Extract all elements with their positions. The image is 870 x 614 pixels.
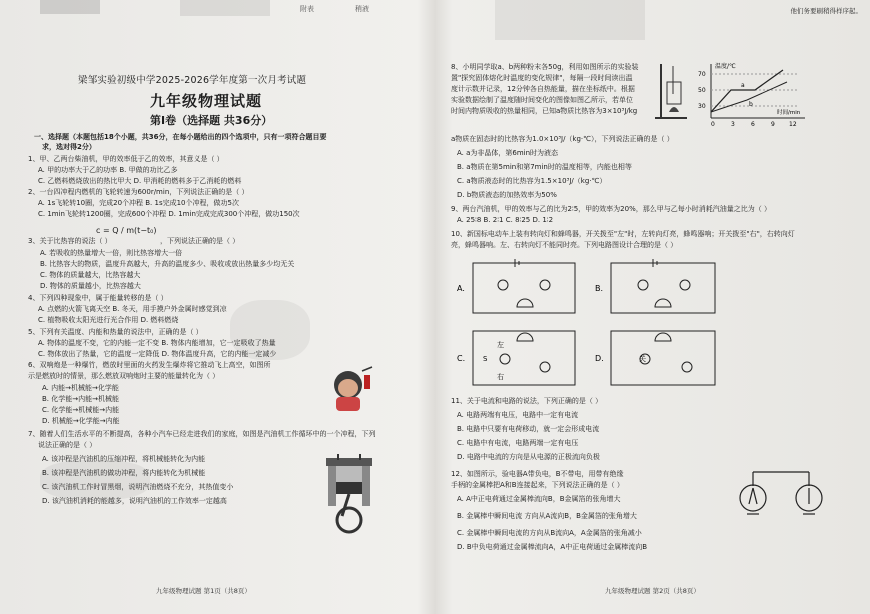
question-6-cont: 示是燃放时的情景，那么燃放双响炮时主要的能量转化为（ ） (28, 372, 220, 380)
q8-option-b: B. a物质在第5min和第7min时的温度相等，内能也相等 (457, 163, 632, 171)
school-line: 梁邹实验初级中学2025-2026学年度第一次月考试题 (78, 75, 307, 86)
top-figure-bleed (495, 0, 645, 40)
question-12-cont: 手柄的金属棒把A和B连接起来，下列说法正确的是（ ） (451, 481, 624, 489)
off-switch-label: 关 (639, 355, 646, 363)
q8-option-a: A. a为非晶体，第6min时为液态 (457, 149, 559, 157)
q11-option-a: A. 电路两端有电压，电路中一定有电流 (457, 411, 579, 419)
q6-option-c: C. 化学能→机械能→内能 (42, 406, 120, 414)
top-strip-shadow (40, 0, 100, 14)
question-10-cont: 亮，蜂鸣器响。左、右转向灯不能同时亮。下列电路图设计合理的是（ ） (451, 241, 678, 249)
exam-page-1 (0, 0, 430, 614)
question-2: 2、一台四冲程内燃机的飞轮转速为600r/min，下列说法正确的是（ ） (28, 188, 249, 196)
q12-option-d: D. B中负电荷通过金属棒流向A，A中正电荷通过金属棒流向B (457, 543, 648, 551)
option-d-label: D. (595, 354, 604, 363)
q4-options-ab: A. 点燃的火箭飞离天空 B. 冬天，用手摸户外金属时感觉到凉 (38, 305, 227, 313)
q9-options: A. 25∶8 B. 2∶1 C. 8∶25 D. 1∶2 (457, 216, 554, 224)
instructions-line-2: 求，选对得2分） (42, 143, 96, 151)
switch-s-label: S (483, 355, 488, 363)
q6-option-d: D. 机械能→化学能→内能 (42, 417, 120, 425)
top-strip-text-2: 稍液 (355, 5, 369, 13)
q6-option-a: A. 内能→机械能→化学能 (42, 384, 119, 392)
exam-page-2 (435, 0, 870, 614)
x-axis-label: 时间/min (777, 110, 801, 116)
question-7-cont: 说法正确的是（ ） (38, 441, 97, 449)
heating-apparatus-figure (653, 60, 691, 122)
q8-option-c: C. a物质液态时的比热容为1.5×10³J/（kg·℃） (457, 177, 607, 185)
option-b-label: B. (595, 284, 604, 293)
q12-option-b: B. 金属棒中瞬间电流 方向从A流向B，B金属箔的张角增大 (457, 512, 637, 520)
question-7: 7、随着人们生活水平的不断提高，各种小汽车已经走进我们的家庭，如图是汽油机工作循环中的一个冲程，下列 (28, 430, 376, 438)
q3-option-b: B. 比热容大的物质，温度升高越大，升高的温度多少、吸收或放出热量多少均无关 (40, 260, 295, 268)
top-right-note: 他们务要刷稍得样序起。 (790, 7, 862, 15)
q3-option-d: D. 物体的质量越小，比热容越大 (40, 282, 141, 290)
q4-options-cd: C. 植物吸收太阳光进行光合作用 D. 燃料燃烧 (38, 316, 179, 324)
question-8-line-3: 度计示数并记录，12分钟各自热能量，描在坐标纸中。根据 (451, 85, 635, 93)
exam-title: 九年级物理试题 (150, 92, 263, 110)
question-8-line-4: 实验数据绘制了温度随时间变化的图像如图乙所示，若单位 (451, 96, 633, 104)
question-8: 8、小明同学取a、b两种粉末各50g，利用如图所示的实验装 (451, 63, 639, 71)
q2-options-ab: A. 1s飞轮转10圈，完成20个冲程 B. 1s完成10个冲程，做功5次 (38, 199, 239, 207)
question-4: 4、下列四种现象中，属于能量转移的是（ ） (28, 294, 168, 302)
q3-option-a: A. 若吸收的热量增大一倍，则比热容增大一倍 (40, 249, 183, 257)
series-a-label: a (741, 82, 745, 89)
temperature-time-graph (697, 60, 815, 128)
q8-stem: a物质在固态时的比热容为1.0×10³J/（kg·℃），下列说法正确的是（ ） (451, 135, 674, 143)
question-9: 9、两台汽油机，甲的效率与乙的比为2∶5，甲的效率为20%，那么甲与乙每小时消耗汽油量之比为（ ） (451, 205, 771, 213)
q5-options-cd: C. 物体放出了热量，它的温度一定降低 D. 物体温度升高，它的内能一定减少 (38, 350, 277, 358)
page-2-footer: 九年级物理试题 第2页（共8页） (605, 587, 700, 595)
option-c-label: C. (457, 354, 466, 363)
x-tick-6: 6 (751, 121, 755, 128)
question-11: 11、关于电流和电路的说法，下列正确的是（ ） (451, 397, 603, 405)
q12-option-a: A. A中正电荷通过金属棒流向B，B金属箔的张角增大 (457, 495, 621, 503)
question-12: 12、如图所示，验电器A带负电，B不带电，用带有绝缘 (451, 470, 624, 478)
q5-options-ab: A. 物体的温度不变，它的内能一定不变 B. 物体内能增加，它一定吸收了热量 (38, 339, 276, 347)
electroscope-figure (731, 468, 831, 524)
question-10: 10、新国标电动车上装有转向灯和蜂鸣器，开关拨至"左"时，左转向灯亮，蜂鸣器响；开关拨至"右"，右转向灯 (451, 230, 795, 238)
q1-options-ab: A. 甲的功率大于乙的功率 B. 甲做的功比乙多 (38, 166, 178, 174)
q3-option-c: C. 物体的质量越大，比热容越大 (40, 271, 141, 279)
q7-option-c: C. 该汽油机工作时冒黑烟，说明汽油燃烧不充分，其热值变小 (42, 483, 234, 491)
q7-option-a: A. 该冲程是汽油机的压缩冲程，将机械能转化为内能 (42, 455, 206, 463)
option-a-label: A. (457, 284, 465, 293)
y-tick-30: 30 (698, 103, 706, 110)
instructions-line-1: 一、选择题（本题包括18个小题，共36分，在每小题给出的四个选项中，只有一项符合题目要 (34, 133, 327, 141)
y-tick-70: 70 (698, 71, 706, 78)
q1-options-cd: C. 乙燃料燃烧放出的热比甲大 D. 甲消耗的燃料多于乙消耗的燃料 (38, 177, 242, 185)
q8-option-d: D. b物质液态的加热效率为50% (457, 191, 557, 199)
q3-formula-note: ，下列说法正确的是（ ） (160, 237, 240, 245)
turn-signal-circuit-options (455, 255, 737, 395)
q11-option-c: C. 电路中有电流，电路两端一定有电压 (457, 439, 579, 447)
x-tick-12: 12 (789, 121, 797, 128)
top-strip-text-1: 附表 (300, 5, 314, 13)
question-3: 3、关于比热容的说法（ ） (28, 237, 112, 245)
x-tick-0: 0 (711, 121, 715, 128)
section-heading: 第Ⅰ卷（选择题 共36分） (150, 114, 273, 127)
y-tick-50: 50 (698, 87, 706, 94)
y-axis-label: 温度/℃ (715, 63, 736, 70)
question-8-line-5: 时间内物质吸收的热量相同，已知a物质比热容为3×10³J/kg (451, 107, 638, 115)
q7-option-d: D. 该汽油机消耗的能越多，说明汽油机的工作效率一定越高 (42, 497, 227, 505)
specific-heat-formula: c = Q / m(t−t₀) (96, 226, 157, 235)
question-5: 5、下列有关温度、内能和热量的说法中，正确的是（ ） (28, 328, 203, 336)
question-1: 1、甲、乙两台柴油机，甲的效率低于乙的效率，其意义是（ ） (28, 155, 224, 163)
left-switch-label: 左 (497, 341, 504, 349)
q11-option-b: B. 电路中只要有电荷移动，就一定会形成电流 (457, 425, 600, 433)
engine-cylinder-diagram (312, 452, 386, 538)
bleed-through-mark (40, 460, 150, 500)
series-b-label: b (749, 101, 753, 108)
top-strip-figure (180, 0, 270, 16)
top-strip (0, 0, 430, 18)
q12-option-c: C. 金属棒中瞬间电流的方向从B流向A，A金属箔的张角减小 (457, 529, 642, 537)
x-tick-3: 3 (731, 121, 735, 128)
q11-option-d: D. 电路中电流的方向是从电源的正极流向负极 (457, 453, 600, 461)
q6-option-b: B. 化学能→内能→机械能 (42, 395, 119, 403)
q7-option-b: B. 该冲程是汽油机的做功冲程，将内能转化为机械能 (42, 469, 206, 477)
x-tick-9: 9 (771, 121, 775, 128)
question-8-line-2: 置"探究固体熔化时温度的变化规律"，每隔一段时间读出温 (451, 74, 633, 82)
page-1-footer: 九年级物理试题 第1页（共8页） (156, 587, 251, 595)
question-6: 6、双响炮是一种爆竹，燃放时里面的火药发生爆炸将它推动飞上高空，如图所 (28, 361, 271, 369)
right-switch-label: 右 (497, 373, 504, 381)
firecracker-illustration (318, 365, 378, 413)
q2-options-cd: C. 1min飞轮转1200圈，完成600个冲程 D. 1min完成完成300个冲程，做功150次 (38, 210, 300, 218)
